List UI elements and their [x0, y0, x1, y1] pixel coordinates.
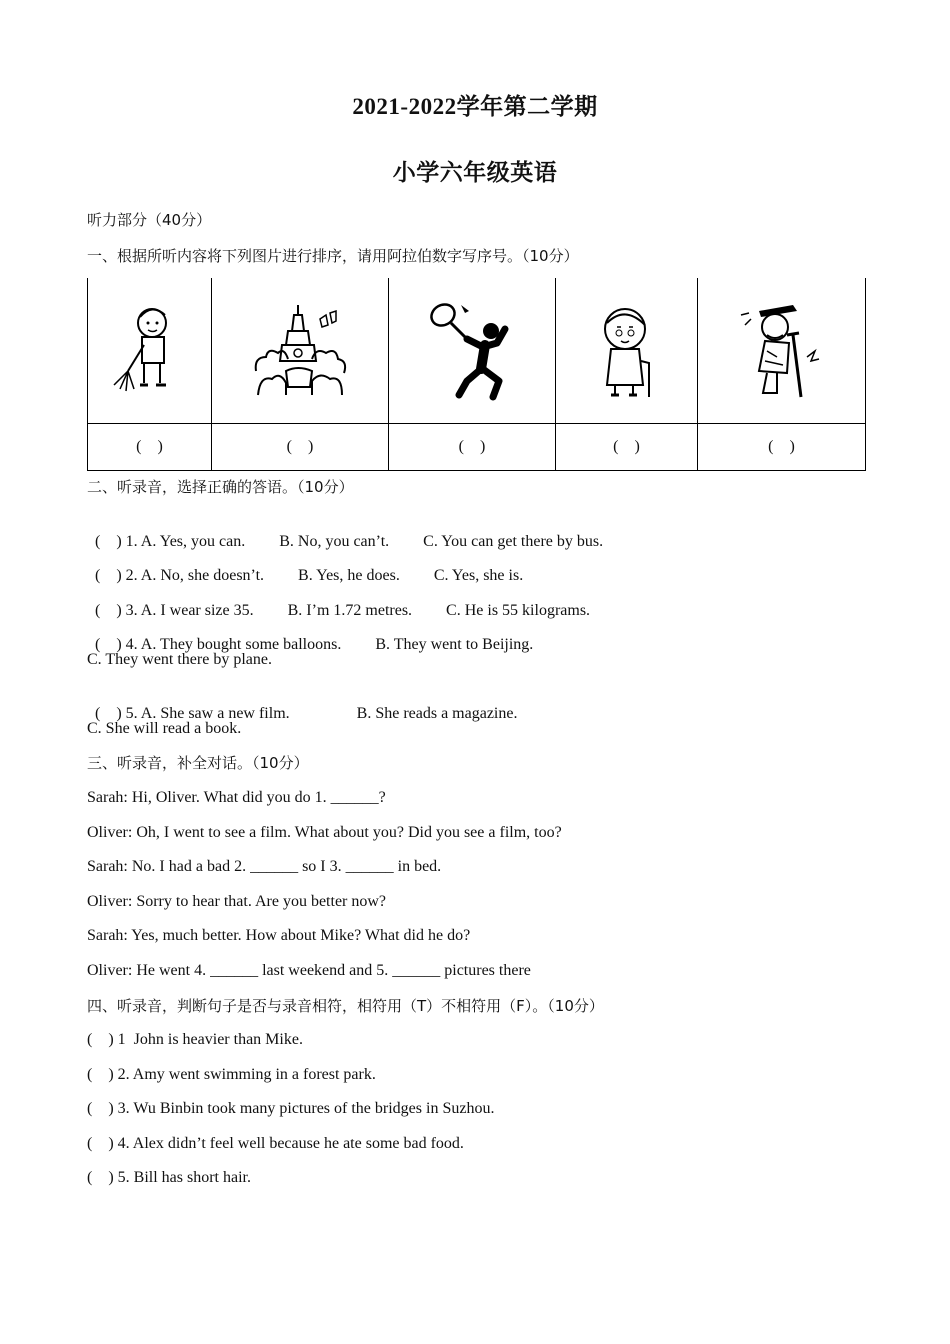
option-c: C. You can get there by bus. [423, 533, 604, 550]
dialogue-line: Oliver: He went 4. ______ last weekend and 5. ______ pictures there [87, 962, 531, 979]
option-b: B. She reads a magazine. [356, 705, 518, 722]
picture-cell [212, 278, 389, 424]
part1-instruction: 一、根据所听内容将下列图片进行排序，请用阿拉伯数字写序号。（10分） [87, 247, 579, 265]
option-b: B. I’m 1.72 metres. [287, 602, 413, 619]
question-stem: ( ) 5. A. She saw a new film. [95, 705, 290, 722]
option-b: B. They went to Beijing. [375, 636, 534, 653]
judgement-item: ( ) 1 John is heavier than Mike. [87, 1031, 303, 1048]
answer-blank[interactable]: ( ) [556, 424, 698, 471]
answer-blank[interactable]: ( ) [389, 424, 556, 471]
dialogue-line: Oliver: Oh, I went to see a film. What about you? Did you see a film, too? [87, 824, 562, 841]
judgement-item: ( ) 2. Amy went swimming in a forest park. [87, 1066, 376, 1083]
exam-subtitle: 小学六年级英语 [392, 160, 558, 185]
option-c: C. Yes, she is. [433, 567, 524, 584]
injured-man-crutch-icon [737, 301, 827, 401]
picture-cell [389, 278, 556, 424]
part2-instruction: 二、听录音，选择正确的答语。（10分） [87, 478, 354, 496]
option-c: C. They went there by plane. [87, 651, 272, 668]
old-woman-cane-icon [587, 301, 667, 401]
judgement-item: ( ) 4. Alex didn’t feel well because he ate some bad food. [87, 1135, 464, 1152]
question-stem: ( ) 3. A. I wear size 35. [95, 602, 254, 619]
judgement-item: ( ) 3. Wu Binbin took many pictures of the bridges in Suzhou. [87, 1100, 495, 1117]
option-b: B. No, you can’t. [279, 533, 390, 550]
option-c: C. She will read a book. [87, 720, 242, 737]
dialogue-line: Sarah: No. I had a bad 2. ______ so I 3. ______ in bed. [87, 858, 442, 875]
picture-ordering-table [87, 278, 866, 471]
boy-sweeping-icon [110, 301, 190, 401]
dialogue-line: Sarah: Yes, much better. How about Mike? What did he do? [87, 927, 471, 944]
exam-title: 2021-2022学年第二学期 [352, 94, 598, 119]
question-stem: ( ) 2. A. No, she doesn’t. [95, 567, 265, 584]
badminton-player-icon [427, 301, 517, 401]
answer-blank[interactable]: ( ) [698, 424, 866, 471]
listening-section-label: 听力部分（40分） [87, 211, 212, 229]
question-row [87, 684, 517, 724]
picture-cell [698, 278, 866, 424]
option-c: C. He is 55 kilograms. [446, 602, 591, 619]
judgement-item: ( ) 5. Bill has short hair. [87, 1169, 251, 1186]
pagoda-park-icon [250, 301, 350, 401]
question-stem: ( ) 1. A. Yes, you can. [95, 533, 246, 550]
question-stem: ( ) 4. A. They bought some balloons. [95, 636, 342, 653]
question-row [87, 615, 533, 655]
question-row [87, 546, 523, 586]
dialogue-line: Oliver: Sorry to hear that. Are you better now? [87, 893, 387, 910]
picture-cell [556, 278, 698, 424]
part3-instruction: 三、听录音，补全对话。（10分） [87, 754, 309, 772]
dialogue-line: Sarah: Hi, Oliver. What did you do 1. ______? [87, 789, 386, 806]
answer-blank[interactable]: ( ) [88, 424, 212, 471]
part4-instruction: 四、听录音，判断句子是否与录音相符，相符用（T）不相符用（F）。（10分） [87, 997, 604, 1015]
picture-cell [88, 278, 212, 424]
option-b: B. Yes, he does. [298, 567, 400, 584]
answer-blank[interactable]: ( ) [212, 424, 389, 471]
